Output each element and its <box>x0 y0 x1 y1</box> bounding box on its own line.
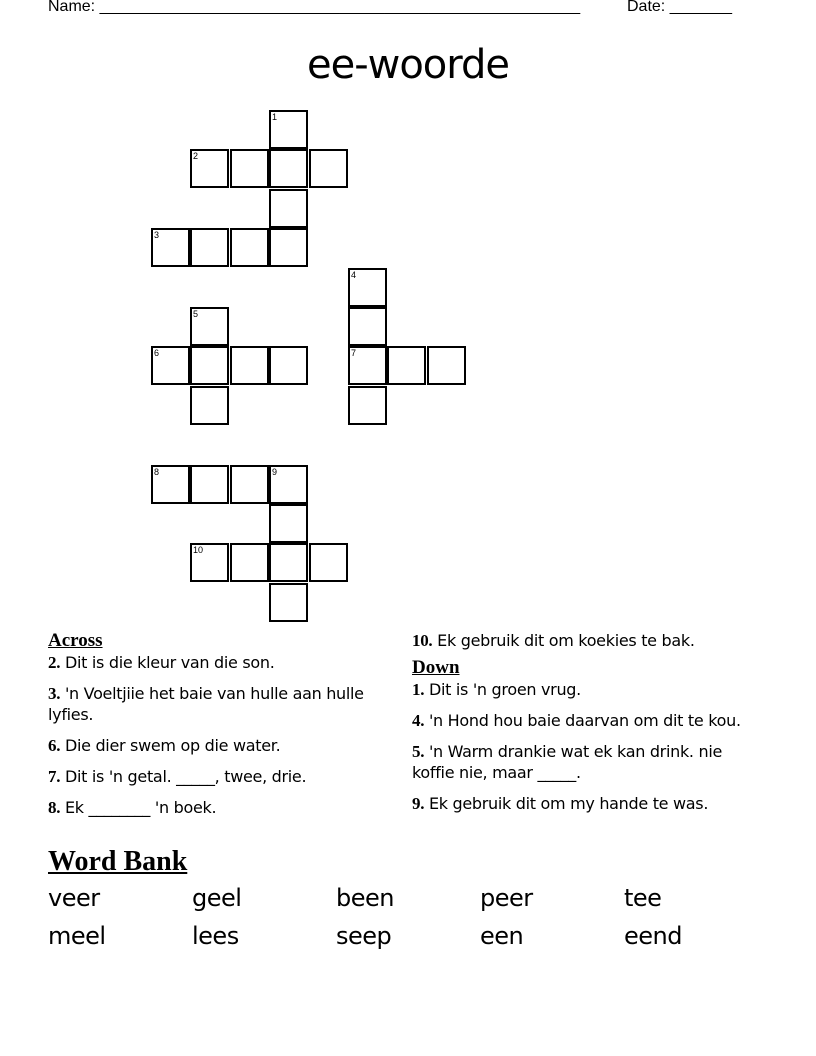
clue-item <box>48 683 378 725</box>
clue-number-label: 2. <box>48 653 61 672</box>
clue-item <box>48 766 378 787</box>
clue-number: 6 <box>154 348 160 358</box>
word-bank-word: geel <box>192 884 242 912</box>
grid-cell[interactable] <box>269 543 308 582</box>
clue-number: 7 <box>351 348 357 358</box>
word-bank-title: Word Bank <box>48 846 188 877</box>
clue-number-label: 10. <box>412 631 433 650</box>
grid-cell[interactable] <box>190 149 229 188</box>
date-field: Date: _______ <box>627 0 732 15</box>
grid-cell[interactable] <box>269 504 308 543</box>
word-bank-word: lees <box>192 922 239 950</box>
clue-item <box>412 793 762 814</box>
across-clue-list <box>48 652 378 818</box>
grid-cell[interactable] <box>348 346 387 385</box>
grid-cell[interactable] <box>269 228 308 267</box>
clue-item <box>48 735 378 756</box>
clue-item <box>412 679 762 700</box>
word-bank-word: seep <box>336 922 392 950</box>
clue-text: 'n Hond hou baie daarvan om dit te kou. <box>424 711 741 730</box>
grid-cell[interactable] <box>348 268 387 307</box>
grid-cell[interactable] <box>230 346 269 385</box>
clue-number-label: 4. <box>412 711 425 730</box>
clue-number: 9 <box>272 467 278 477</box>
grid-cell[interactable] <box>269 346 308 385</box>
grid-cell[interactable] <box>269 583 308 622</box>
clue-text: Die dier swem op die water. <box>60 736 281 755</box>
grid-cell[interactable] <box>269 110 308 149</box>
clue-number: 5 <box>193 309 199 319</box>
grid-cell[interactable] <box>190 386 229 425</box>
clue-number-label: 7. <box>48 767 61 786</box>
word-bank-word: tee <box>624 884 662 912</box>
name-field: Name: ______________________________________________________ <box>48 0 581 15</box>
clue-item <box>412 741 762 783</box>
clue-text: Ek gebruik dit om koekies te bak. <box>432 631 695 650</box>
grid-cell[interactable] <box>309 149 348 188</box>
clue-number: 8 <box>154 467 160 477</box>
clue-text: 'n Voeltjiie het baie van hulle aan hulle lyfies. <box>48 684 364 724</box>
across-heading: Across <box>48 630 103 651</box>
grid-cell[interactable] <box>151 228 190 267</box>
down-clue-list <box>412 679 762 814</box>
grid-cell[interactable] <box>230 228 269 267</box>
clue-text: Ek gebruik dit om my hande te was. <box>424 794 709 813</box>
grid-cell[interactable] <box>269 465 308 504</box>
clue-item <box>412 710 762 731</box>
grid-cell[interactable] <box>151 465 190 504</box>
page-title: ee-woorde <box>306 42 510 88</box>
clue-item <box>48 652 378 673</box>
grid-cell[interactable] <box>190 543 229 582</box>
clues-right-column <box>412 630 762 824</box>
clue-number-label: 1. <box>412 680 425 699</box>
word-bank-word: een <box>480 922 524 950</box>
grid-cell[interactable] <box>309 543 348 582</box>
grid-cell[interactable] <box>230 149 269 188</box>
down-heading: Down <box>412 657 460 678</box>
grid-cell[interactable] <box>190 465 229 504</box>
grid-cell[interactable] <box>151 346 190 385</box>
grid-cell[interactable] <box>348 386 387 425</box>
grid-cell[interactable] <box>269 149 308 188</box>
clue-number: 4 <box>351 270 357 280</box>
grid-cell[interactable] <box>190 346 229 385</box>
clue-number-label: 8. <box>48 798 61 817</box>
grid-cell[interactable] <box>269 189 308 228</box>
clue-number: 3 <box>154 230 160 240</box>
clue-text: 'n Warm drankie wat ek kan drink. nie koffie nie, maar _____. <box>412 742 723 782</box>
word-bank-word: peer <box>480 884 533 912</box>
clue-number-label: 3. <box>48 684 61 703</box>
word-bank-word: meel <box>48 922 106 950</box>
clue-number-label: 9. <box>412 794 425 813</box>
clue-number-label: 5. <box>412 742 425 761</box>
clue-text: Ek ________ 'n boek. <box>60 798 217 817</box>
clue-text: Dit is 'n groen vrug. <box>424 680 581 699</box>
clue-number: 2 <box>193 151 199 161</box>
clue-number: 10 <box>193 545 204 555</box>
header <box>48 0 748 20</box>
grid-cell[interactable] <box>348 307 387 346</box>
clue-number-label: 6. <box>48 736 61 755</box>
word-bank-word: eend <box>624 922 682 950</box>
word-bank-word: been <box>336 884 394 912</box>
word-bank-word: veer <box>48 884 100 912</box>
grid-cell[interactable] <box>387 346 426 385</box>
clue-item <box>412 630 762 651</box>
clue-number: 1 <box>272 112 278 122</box>
grid-cell[interactable] <box>190 307 229 346</box>
grid-cell[interactable] <box>190 228 229 267</box>
clue-text: Dit is die kleur van die son. <box>60 653 275 672</box>
across-clue-overflow <box>412 630 762 651</box>
grid-cell[interactable] <box>230 543 269 582</box>
clues-left-column <box>48 630 378 828</box>
grid-cell[interactable] <box>230 465 269 504</box>
grid-cell[interactable] <box>427 346 466 385</box>
clue-text: Dit is 'n getal. _____, twee, drie. <box>60 767 307 786</box>
clue-item <box>48 797 378 818</box>
